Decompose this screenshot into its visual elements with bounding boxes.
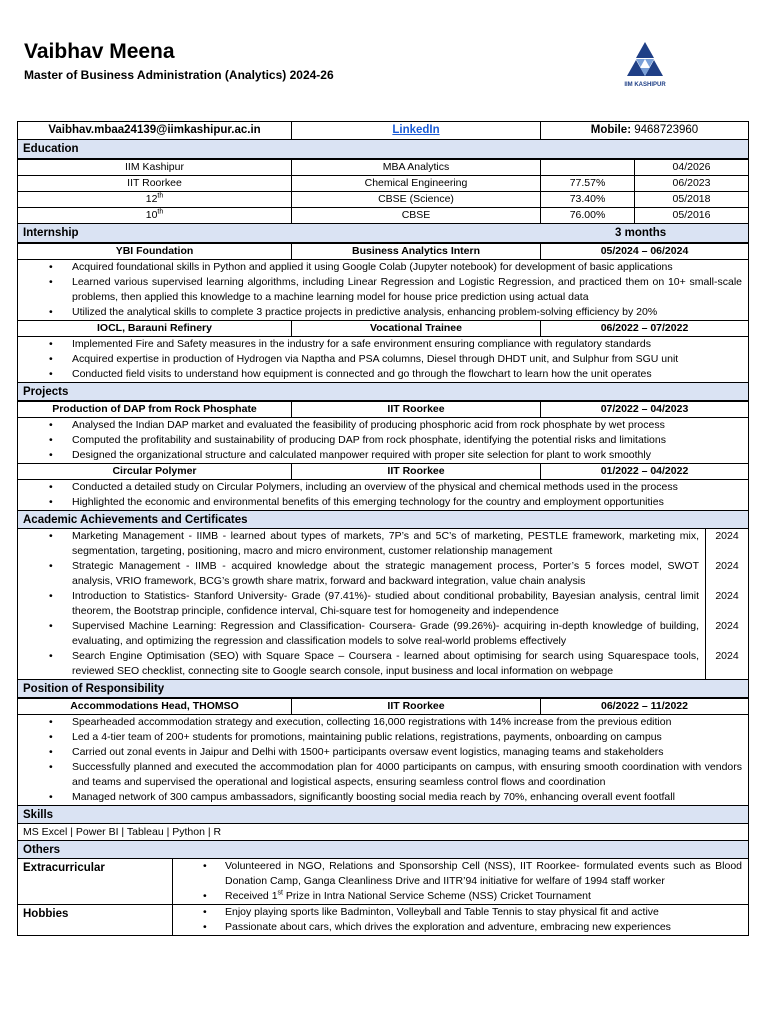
edu-program: MBA Analytics <box>292 160 541 176</box>
edu-year: 05/2016 <box>635 208 749 224</box>
hobbies-row <box>17 904 749 936</box>
project-1-header <box>17 401 749 418</box>
section-skills: Skills <box>17 805 749 824</box>
mobile-cell <box>541 122 749 140</box>
section-others: Others <box>17 840 749 859</box>
list-item: • Utilized the analytical skills to complete 3 practice projects in predictive analysis, enhancing problem-solving efficiency by 20% <box>18 305 748 320</box>
internship-2-header <box>17 320 749 337</box>
responsibility-header <box>17 698 749 715</box>
achievement-year: 2024 <box>715 530 739 542</box>
project-title: Production of DAP from Rock Phosphate <box>18 402 292 418</box>
candidate-name: Vaibhav Meena <box>24 40 175 63</box>
achievements-list <box>18 529 706 679</box>
edu-year: 05/2018 <box>635 192 749 208</box>
candidate-degree: Master of Business Administration (Analytics) 2024-26 <box>24 68 334 82</box>
extracurricular-label: Extracurricular <box>18 859 173 904</box>
list-item: • Successfully planned and executed the accommodation plan for 4000 participants on campus, with ensuring smooth coordination with vendors and teams and supervised the operational and logistical aspects, ensuring seamless control flows and coordination <box>18 760 748 790</box>
list-item: • Marketing Management - IIMB - learned about types of markets, 7P’s and 5C’s of marketing, PESTLE framework, marketing mix, segmentation, targeting, positioning, macro and micro environment, customer relationship management <box>18 529 705 559</box>
list-item: • Received 1st Prize in Intra National Service Scheme (NSS) Cricket Tournament <box>173 889 748 904</box>
section-internship: Internship 3 months <box>17 224 749 243</box>
achievement-year: 2024 <box>715 620 739 632</box>
edu-program: Chemical Engineering <box>292 176 541 192</box>
skills-list: MS Excel | Power BI | Tableau | Python | R <box>17 824 749 840</box>
internship-1-header <box>17 243 749 260</box>
edu-program: CBSE (Science) <box>292 192 541 208</box>
responsibility-role: Accommodations Head, THOMSO <box>18 699 292 715</box>
achievements-block <box>17 529 749 679</box>
internship-1-bullets <box>17 260 749 320</box>
table-row <box>18 176 749 192</box>
project-2-header <box>17 463 749 480</box>
resume-body <box>17 121 749 936</box>
contact-row <box>17 121 749 140</box>
responsibility-org: IIT Roorkee <box>292 699 541 715</box>
table-row <box>18 160 749 176</box>
mobile-number: 9468723960 <box>634 124 699 137</box>
edu-institute: IIM Kashipur <box>18 160 292 176</box>
list-item: • Highlighted the economic and environmental benefits of this emerging technology for the country and employment opportunities <box>18 495 748 510</box>
list-item: • Introduction to Statistics- Stanford University- Grade (97.41%)- studied about conditional probability, Bayesian analysis, central limit theorem, the Bootstrap principle, confidence interval, Chi-square test for homogeneity and independence <box>18 589 705 619</box>
list-item: • Strategic Management - IIMB - acquired knowledge about the strategic management process, Porter’s 5 forces model, SWOT analysis, VRIO framework, BCG’s growth share matrix, forward and backward integration, value chain analysis <box>18 559 705 589</box>
internship-role: Vocational Trainee <box>292 321 541 337</box>
extracurricular-row <box>17 859 749 904</box>
achievement-years <box>706 529 748 679</box>
hobbies-list <box>173 905 748 935</box>
project-1-bullets <box>17 418 749 463</box>
project-dates: 07/2022 – 04/2023 <box>541 402 749 418</box>
list-item: • Passionate about cars, which drives the exploration and adventure, embracing new experiences <box>173 920 748 935</box>
edu-institute: 12th <box>18 192 292 208</box>
list-item: • Supervised Machine Learning: Regression and Classification- Coursera- Grade (99.26%)- acquiring in-depth knowledge of building, evaluating, and optimizing the regression and classification models to solve real-world problems effectively <box>18 619 705 649</box>
internship-role: Business Analytics Intern <box>292 244 541 260</box>
section-achievements: Academic Achievements and Certificates <box>17 510 749 529</box>
email-address[interactable]: Vaibhav.mbaa24139@iimkashipur.ac.in <box>18 122 292 140</box>
hobbies-label: Hobbies <box>18 905 173 935</box>
list-item: • Learned various supervised learning algorithms, including Linear Regression and Logistic Regression, and practiced them on 10+ small-scale problems, then applied this knowledge to a machine learning model for house price prediction using actual data <box>18 275 748 305</box>
table-row <box>18 192 749 208</box>
internship-2-bullets <box>17 337 749 382</box>
list-item: • Search Engine Optimisation (SEO) with Square Space – Coursera - learned about optimising for search using Squarespace tools, reviewed SEO checklist, connecting site to Google search console, input business and local information on webpage <box>18 649 705 679</box>
edu-institute: IIT Roorkee <box>18 176 292 192</box>
list-item: • Analysed the Indian DAP market and evaluated the feasibility of producing phosphoric acid from rock phosphate by wet process <box>18 418 748 433</box>
list-item: • Implemented Fire and Safety measures in the industry for a safe environment ensuring compliance with regulatory standards <box>18 337 748 352</box>
achievement-year: 2024 <box>715 650 739 662</box>
section-education: Education <box>17 140 749 159</box>
responsibility-dates: 06/2022 – 11/2022 <box>541 699 749 715</box>
edu-program: CBSE <box>292 208 541 224</box>
project-2-bullets <box>17 480 749 510</box>
responsibility-bullets <box>17 715 749 805</box>
list-item: • Led a 4-tier team of 200+ students for promotions, maintaining public relations, registrations, payments, onboarding on campus <box>18 730 748 745</box>
edu-score <box>541 160 635 176</box>
internship-org: IOCL, Barauni Refinery <box>18 321 292 337</box>
edu-score: 73.40% <box>541 192 635 208</box>
linkedin-link[interactable]: LinkedIn <box>392 124 440 137</box>
project-org: IIT Roorkee <box>292 464 541 480</box>
edu-year: 06/2023 <box>635 176 749 192</box>
achievement-year: 2024 <box>715 560 739 572</box>
list-item: • Computed the profitability and sustainability of producing DAP from rock phosphate, identifying the potential risks and limitations <box>18 433 748 448</box>
list-item: • Acquired foundational skills in Python and applied it using Google Colab (Jupyter notebook) for development of basic applications <box>18 260 748 275</box>
section-responsibility: Position of Responsibility <box>17 679 749 698</box>
table-row <box>18 208 749 224</box>
edu-score: 76.00% <box>541 208 635 224</box>
internship-org: YBI Foundation <box>18 244 292 260</box>
section-projects: Projects <box>17 382 749 401</box>
project-dates: 01/2022 – 04/2022 <box>541 464 749 480</box>
internship-duration: 3 months <box>615 227 667 239</box>
list-item: • Managed network of 300 campus ambassadors, significantly boosting social media reach by 70%, enhancing overall event footfall <box>18 790 748 805</box>
list-item: • Designed the organizational structure and calculated manpower required with proper site selection for plant to work smoothly <box>18 448 748 463</box>
achievement-year: 2024 <box>715 590 739 602</box>
mobile-label: Mobile: <box>590 124 632 137</box>
list-item: • Conducted field visits to understand how equipment is connected and go through the flowchart to learn how the unit operates <box>18 367 748 382</box>
list-item: • Acquired expertise in production of Hydrogen via Naptha and PSA columns, Diesel through DHDT unit, and Sulphur from SGU unit <box>18 352 748 367</box>
resume-header <box>24 40 744 120</box>
education-table <box>17 159 749 224</box>
project-org: IIT Roorkee <box>292 402 541 418</box>
edu-year: 04/2026 <box>635 160 749 176</box>
list-item: • Carried out zonal events in Jaipur and Delhi with 1500+ participants oversaw event logistics, managing teams and stakeholders <box>18 745 748 760</box>
linkedin-cell <box>292 122 541 140</box>
internship-dates: 05/2024 – 06/2024 <box>541 244 749 260</box>
iim-kashipur-logo <box>618 41 672 88</box>
project-title: Circular Polymer <box>18 464 292 480</box>
logo-text: IIM KASHIPUR <box>624 82 666 88</box>
extracurricular-list <box>173 859 748 904</box>
list-item: • Volunteered in NGO, Relations and Sponsorship Cell (NSS), IIT Roorkee- formulated events such as Blood Donation Camp, Ganga Cleanliness Drive and IITR’94 initiative for welfare of 1994 staff worker <box>173 859 748 889</box>
edu-institute: 10th <box>18 208 292 224</box>
edu-score: 77.57% <box>541 176 635 192</box>
logo-emblem-icon <box>623 41 667 81</box>
internship-dates: 06/2022 – 07/2022 <box>541 321 749 337</box>
list-item: • Spearheaded accommodation strategy and execution, collecting 16,000 registrations with 14% increase from the previous edition <box>18 715 748 730</box>
list-item: • Conducted a detailed study on Circular Polymers, including an overview of the physical and chemical methods used in the process <box>18 480 748 495</box>
list-item: • Enjoy playing sports like Badminton, Volleyball and Table Tennis to stay physical fit and active <box>173 905 748 920</box>
